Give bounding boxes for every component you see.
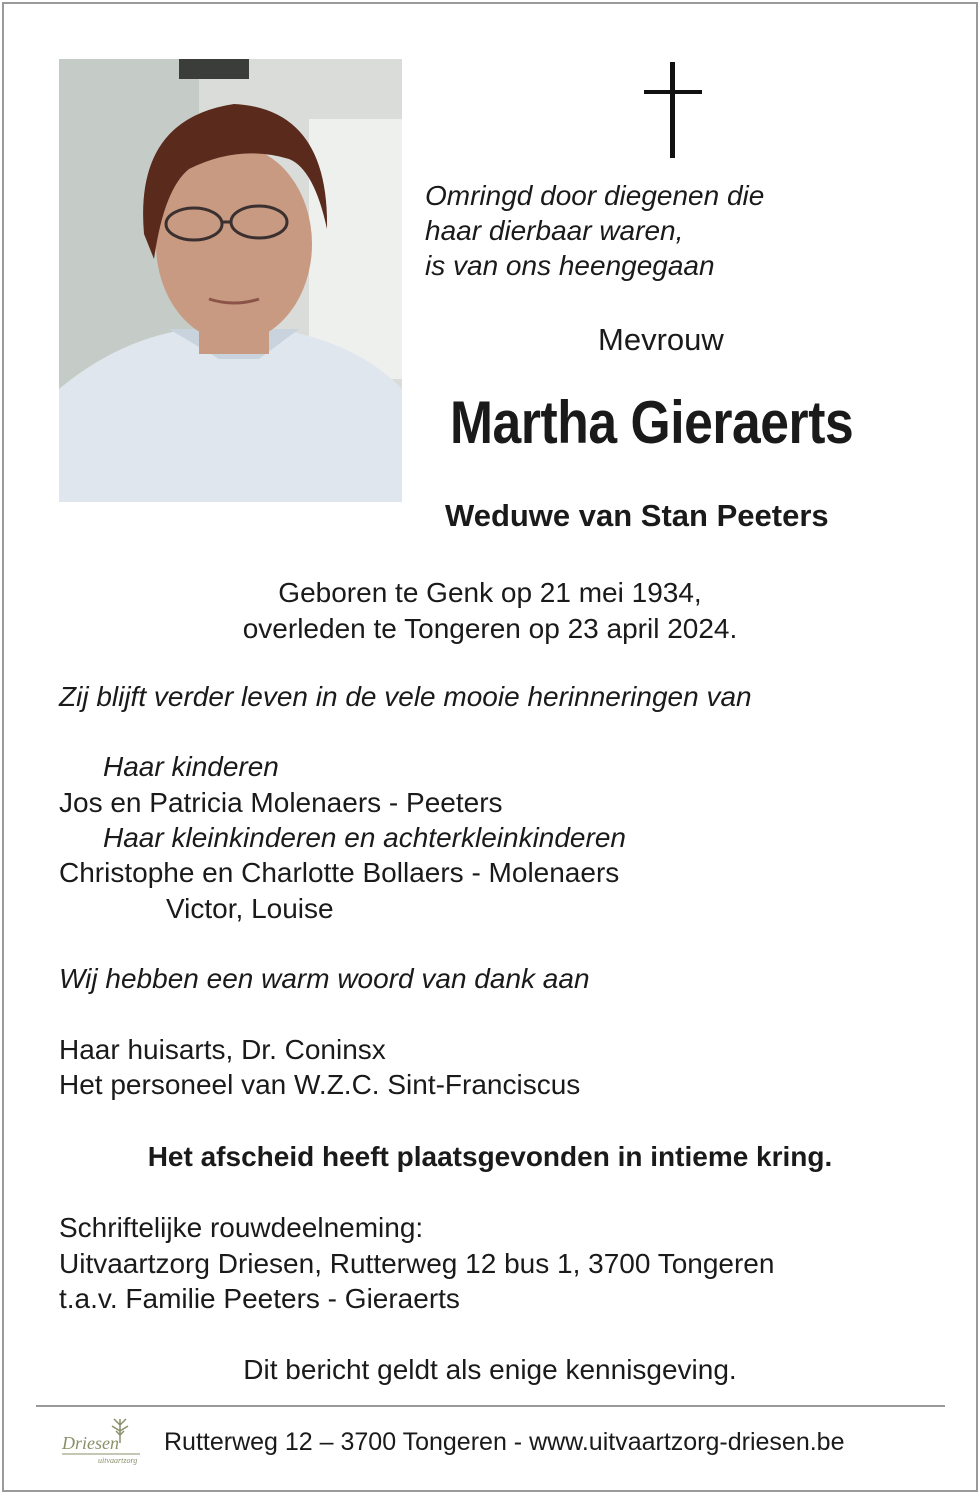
farewell-note: Het afscheid heeft plaatsgevonden in intieme kring. [147,1141,833,1172]
footer-contact: Rutterweg 12 – 3700 Tongeren - www.uitvaartzorg-driesen.be [164,1428,845,1456]
memory-intro: Zij blijft verder leven in de vele mooie herinneringen van [59,681,752,712]
condolence-heading: Schriftelijke rouwdeelneming: [59,1212,424,1243]
great-grandchildren-names: Victor, Louise [166,893,334,924]
birth-death-info [0,575,980,647]
funeral-home-logo [60,1413,142,1467]
thanks-line: Het personeel van W.Z.C. Sint-Franciscus [59,1069,581,1100]
children-heading: Haar kinderen [103,751,279,782]
intro-line: is van ons heengegaan [425,250,715,281]
condolence-address: Uitvaartzorg Driesen, Rutterweg 12 bus 1, 3700 Tongeren [59,1248,775,1279]
thanks-intro: Wij hebben een warm woord van dank aan [59,963,590,994]
thanks-line: Haar huisarts, Dr. Coninsx [59,1034,386,1065]
logo-subtext: uitvaartzorg [98,1456,138,1465]
grandchildren-names: Christophe en Charlotte Bollaers - Molenaers [59,857,620,888]
logo-text: Driesen [62,1433,119,1453]
intro-text [425,178,764,283]
condolence-attention: t.a.v. Familie Peeters - Gieraerts [59,1283,460,1314]
widow-of: Weduwe van Stan Peeters [445,498,829,533]
intro-line: Omringd door diegenen die [425,180,765,211]
deceased-name: Martha Gieraerts [450,389,854,456]
cross-icon [644,62,702,158]
grandchildren-heading: Haar kleinkinderen en achterkleinkinderen [103,822,626,853]
children-names: Jos en Patricia Molenaers - Peeters [59,787,503,818]
death-line: overleden te Tongeren op 23 april 2024. [242,613,738,644]
portrait-photo [59,59,402,502]
intro-line: haar dierbaar waren, [425,215,684,246]
birth-line: Geboren te Genk op 21 mei 1934, [278,577,702,608]
footer-divider [36,1405,945,1407]
honorific: Mevrouw [598,322,724,357]
notice-line: Dit bericht geldt als enige kennisgeving. [243,1354,737,1385]
